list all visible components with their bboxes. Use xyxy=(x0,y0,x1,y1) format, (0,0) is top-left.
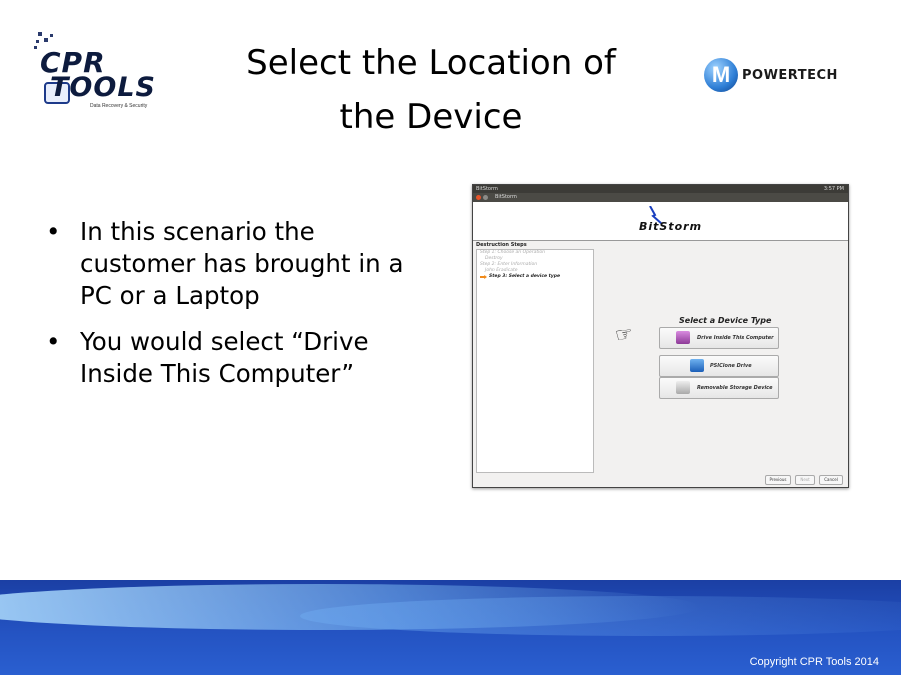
slide-title-line1: Select the Location of xyxy=(246,43,616,83)
footer-band xyxy=(0,580,901,675)
pointing-hand-icon: ☞ xyxy=(613,320,635,348)
device-button-label: PSIClone Drive xyxy=(710,363,752,369)
minimize-window-icon[interactable] xyxy=(483,195,488,200)
bullet-item: • In this scenario the customer has brought in a PC or a Laptop xyxy=(46,216,431,312)
footer-swoosh-secondary xyxy=(300,596,901,636)
device-button-label: Drive Inside This Computer xyxy=(697,335,774,341)
bitstorm-logo-text: BitStorm xyxy=(639,220,703,233)
current-step-item: Step 3: Select a device type xyxy=(477,274,593,280)
system-clock: 3:57 PM xyxy=(823,186,844,192)
steps-panel-title: Destruction Steps xyxy=(476,242,527,248)
next-button[interactable]: Next xyxy=(795,475,815,485)
previous-button[interactable]: Previous xyxy=(765,475,791,485)
drive-inside-computer-button[interactable] xyxy=(659,327,779,349)
slide-title-line2: the Device xyxy=(339,97,523,137)
step-item: Step 1: Choose an Operation xyxy=(480,250,545,255)
cpr-logo-tagline: Data Recovery & Security xyxy=(90,103,148,109)
brand-header xyxy=(473,202,848,241)
window-title: BitStorm xyxy=(495,194,517,200)
close-window-icon[interactable] xyxy=(476,195,481,200)
removable-drive-icon xyxy=(676,381,690,394)
bullet-list xyxy=(46,216,431,404)
cpr-logo-line2: TOOLS xyxy=(50,72,156,103)
system-top-bar xyxy=(473,185,848,193)
psiclone-drive-button[interactable] xyxy=(659,355,779,377)
bitstorm-screenshot xyxy=(472,184,849,488)
mpowertech-logo xyxy=(704,58,854,98)
steps-panel xyxy=(476,249,594,473)
step-sub-item: Destroy xyxy=(485,256,503,261)
bullet-item: • You would select “Drive Inside This Computer” xyxy=(46,326,431,390)
copyright-text: Copyright CPR Tools 2014 xyxy=(749,656,879,668)
device-type-heading: Select a Device Type xyxy=(679,316,772,325)
cancel-button[interactable]: Cancel xyxy=(819,475,843,485)
removable-storage-button[interactable] xyxy=(659,377,779,399)
usb-drive-icon xyxy=(690,359,704,372)
device-button-label: Removable Storage Device xyxy=(697,385,773,391)
cpr-logo-line1: CPR xyxy=(40,46,106,79)
mpowertech-mark: M xyxy=(704,58,738,92)
mpowertech-wordmark: POWERTECH xyxy=(742,68,838,83)
step-item: Step 2: Enter Information xyxy=(480,262,538,267)
cpr-tools-logo xyxy=(34,32,162,112)
monitor-icon xyxy=(676,331,690,344)
slide-title xyxy=(200,36,662,144)
step-sub-item: John Eradicate xyxy=(485,268,518,273)
window-title-bar xyxy=(473,193,848,202)
system-title: BitStorm xyxy=(476,186,498,192)
